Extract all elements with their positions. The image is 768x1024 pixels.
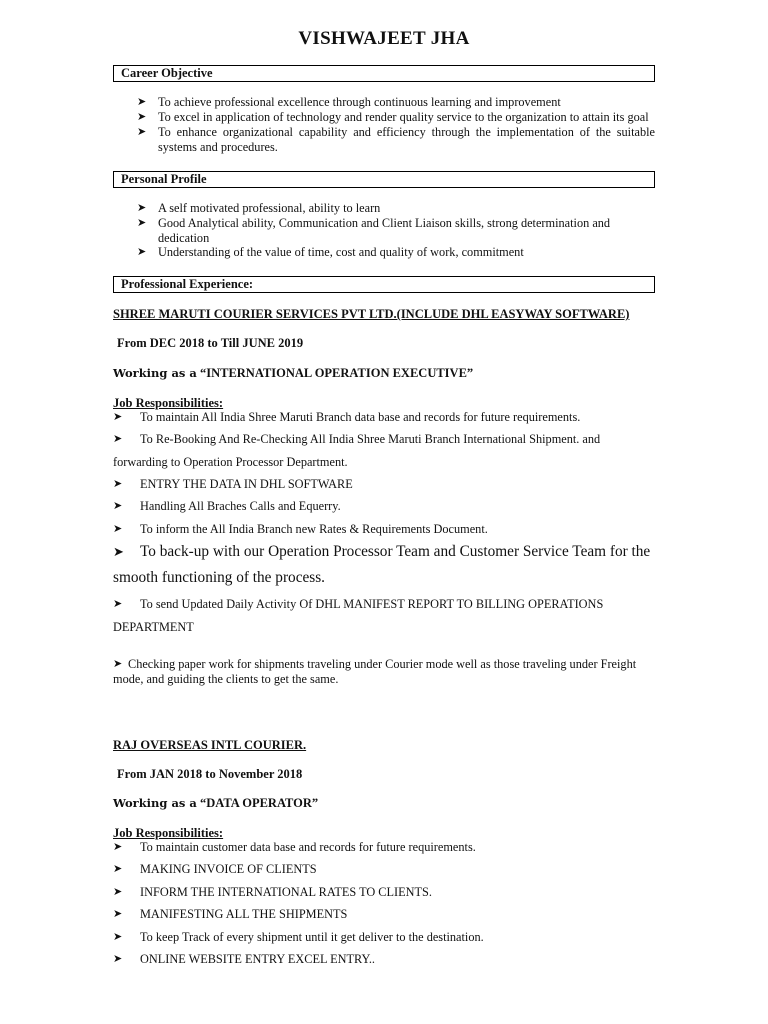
list-item-continuation: systems and procedures.: [158, 140, 278, 154]
company-name: RAJ OVERSEAS INTL COURIER.: [113, 738, 307, 752]
list-item-continuation: smooth functioning of the process.: [113, 569, 325, 586]
bullet-arrow-icon: ➤: [113, 658, 123, 670]
section-header-personal-profile: Personal Profile: [113, 171, 655, 188]
list-item-continuation: dedication: [158, 231, 210, 245]
company-name: SHREE MARUTI COURIER SERVICES PVT LTD.(INCLUDE DHL EASYWAY SOFTWARE): [113, 307, 630, 321]
list-item-continuation: mode, and guiding the clients to get the same.: [113, 672, 339, 686]
personal-profile-list: [0, 201, 768, 263]
job2-responsibility-list: [0, 840, 768, 970]
working-as-label: Working as a: [113, 796, 197, 810]
bullet-arrow-icon: ➤: [137, 111, 147, 123]
resume-name: VISHWAJEET JHA: [298, 28, 470, 49]
list-item: To excel in application of technology and render quality service to the organization to attain its goal: [158, 110, 649, 124]
bullet-arrow-icon: ➤: [113, 433, 123, 445]
list-item: Good Analytical ability, Communication and Client Liaison skills, strong determination and: [158, 216, 611, 230]
career-objective-list: [0, 95, 768, 157]
section-header-professional-experience: Professional Experience:: [113, 276, 655, 293]
bullet-arrow-icon: ➤: [137, 96, 147, 108]
bullet-arrow-icon: ➤: [137, 202, 147, 214]
list-item-continuation: DEPARTMENT: [113, 620, 194, 634]
job-title-line: [113, 366, 473, 381]
bullet-arrow-icon: ➤: [137, 246, 147, 258]
list-item: ENTRY THE DATA IN DHL SOFTWARE: [140, 477, 353, 491]
working-as-label: Working as a: [113, 366, 197, 380]
bullet-arrow-icon: ➤: [113, 544, 124, 559]
list-item: Handling All Braches Calls and Equerry.: [140, 499, 341, 513]
responsibilities-heading: Job Responsibilities:: [113, 826, 224, 840]
section-header-career-objective: Career Objective: [113, 65, 655, 82]
list-item: To enhance organizational capability and efficiency through the implementation of the suitable: [158, 125, 655, 139]
bullet-arrow-icon: ➤: [113, 931, 123, 943]
list-item: MANIFESTING ALL THE SHIPMENTS: [140, 907, 348, 921]
list-item: To back-up with our Operation Processor Team and Customer Service Team for the: [140, 543, 651, 560]
list-item: To maintain All India Shree Maruti Branch data base and records for future requirements.: [140, 410, 581, 424]
bullet-arrow-icon: ➤: [113, 908, 123, 920]
bullet-arrow-icon: ➤: [137, 217, 147, 229]
list-item: INFORM THE INTERNATIONAL RATES TO CLIENTS.: [140, 885, 432, 899]
bullet-arrow-icon: ➤: [113, 411, 123, 423]
list-item-continuation: forwarding to Operation Processor Department.: [113, 455, 348, 469]
list-item: To send Updated Daily Activity Of DHL MANIFEST REPORT TO BILLING OPERATIONS: [140, 597, 604, 611]
bullet-arrow-icon: ➤: [113, 886, 123, 898]
list-item: To Re-Booking And Re-Checking All India Shree Maruti Branch International Shipment. and: [140, 432, 601, 446]
bullet-arrow-icon: ➤: [113, 500, 123, 512]
list-item: To maintain customer data base and records for future requirements.: [140, 840, 476, 854]
list-item: To keep Track of every shipment until it get deliver to the destination.: [140, 930, 484, 944]
list-item: ONLINE WEBSITE ENTRY EXCEL ENTRY..: [140, 952, 375, 966]
bullet-arrow-icon: ➤: [113, 478, 123, 490]
job-role: “INTERNATIONAL OPERATION EXECUTIVE”: [199, 366, 474, 380]
list-item: Checking paper work for shipments traveling under Courier mode well as those traveling under Freight: [128, 657, 637, 671]
list-item: To achieve professional excellence through continuous learning and improvement: [158, 95, 561, 109]
bullet-arrow-icon: ➤: [113, 863, 123, 875]
list-item: To inform the All India Branch new Rates & Requirements Document.: [140, 522, 488, 536]
job-role: “DATA OPERATOR”: [199, 796, 319, 810]
employment-period: From JAN 2018 to November 2018: [117, 767, 303, 781]
bullet-arrow-icon: ➤: [113, 953, 123, 965]
employment-period: From DEC 2018 to Till JUNE 2019: [117, 336, 304, 350]
responsibilities-heading: Job Responsibilities:: [113, 396, 224, 410]
job1-responsibility-list: [0, 410, 768, 690]
list-item: MAKING INVOICE OF CLIENTS: [140, 862, 317, 876]
list-item: A self motivated professional, ability to learn: [158, 201, 381, 215]
job-title-line: [113, 796, 318, 811]
bullet-arrow-icon: ➤: [113, 523, 123, 535]
bullet-arrow-icon: ➤: [137, 126, 147, 138]
bullet-arrow-icon: ➤: [113, 841, 123, 853]
bullet-arrow-icon: ➤: [113, 598, 123, 610]
list-item: Understanding of the value of time, cost and quality of work, commitment: [158, 245, 524, 259]
